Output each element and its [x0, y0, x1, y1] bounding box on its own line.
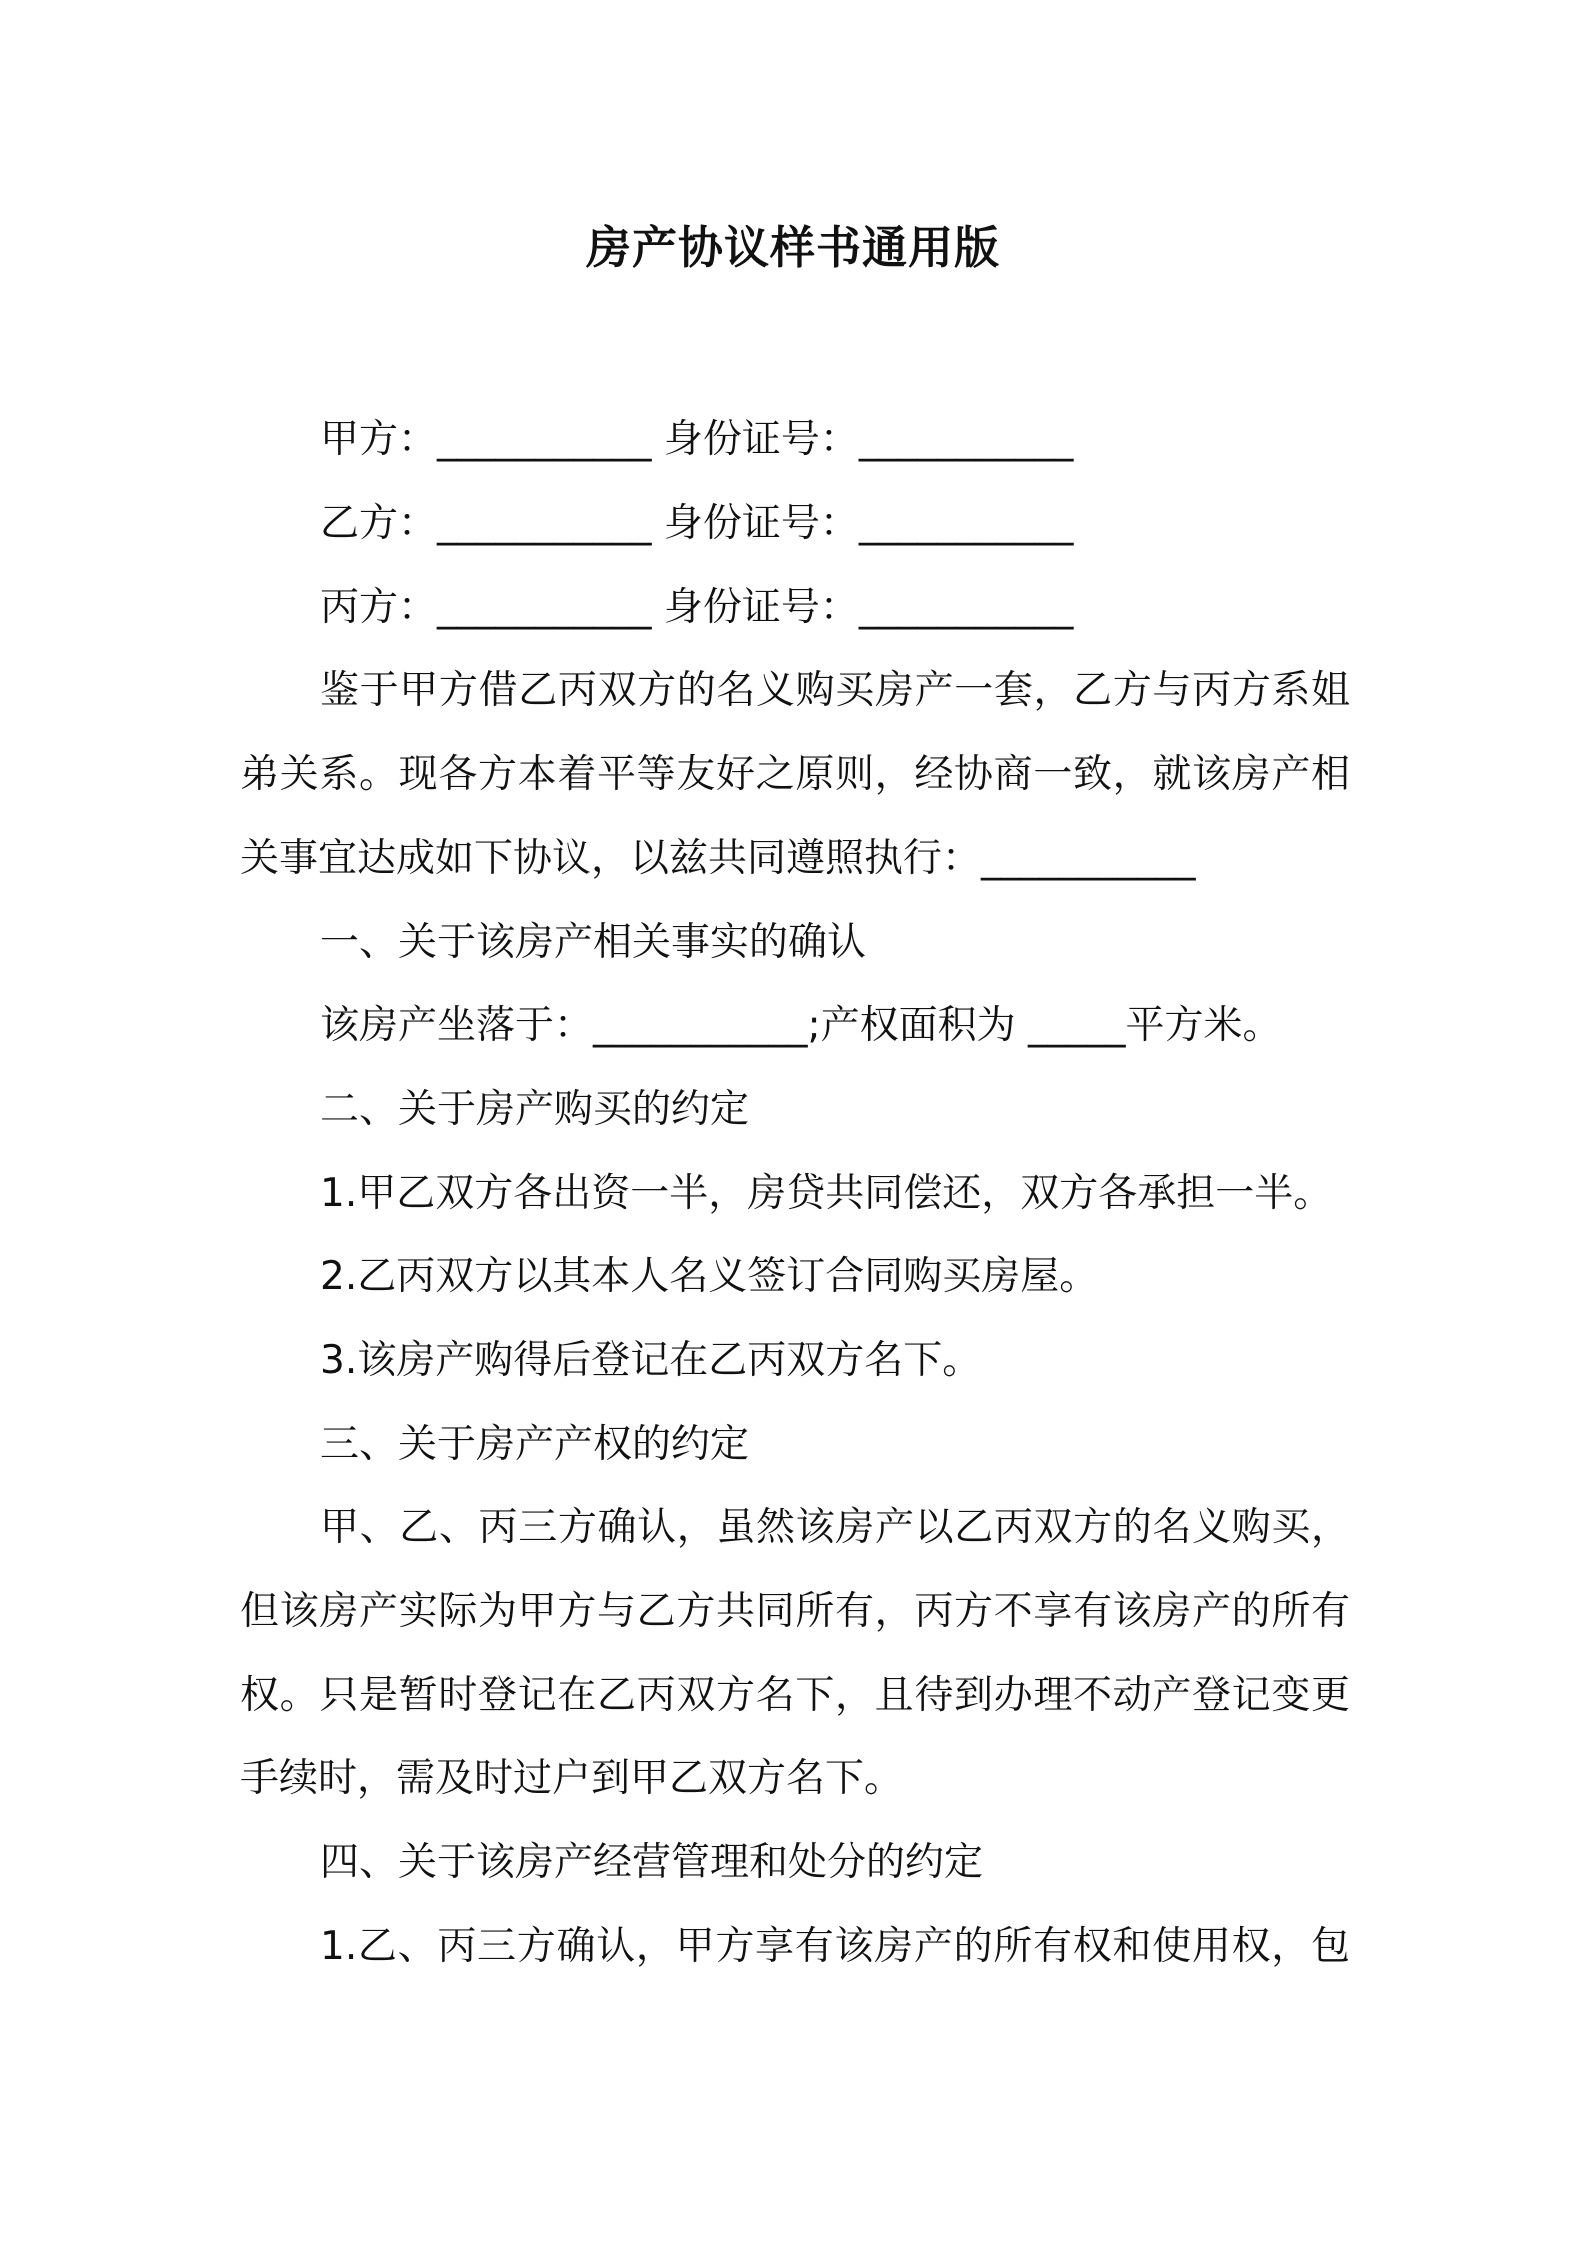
- purchase-clause-2: 2.乙丙双方以其本人名义签订合同购买房屋。: [320, 1254, 1099, 1299]
- preamble-line-2: 弟关系。现各方本着平等友好之原则，经协商一致，就该房产相: [240, 752, 1350, 797]
- ownership-line-4: 手续时，需及时过户到甲乙双方名下。: [240, 1756, 904, 1801]
- section-1-heading: 一、关于该房产相关事实的确认: [320, 920, 867, 965]
- ownership-line-1: 甲、乙、丙三方确认，虽然该房产以乙丙双方的名义购买，: [320, 1505, 1350, 1550]
- purchase-clause-3: 3.该房产购得后登记在乙丙双方名下。: [320, 1338, 982, 1383]
- purchase-clause-1: 1.甲乙双方各出资一半，房贷共同偿还，双方各承担一半。: [320, 1171, 1333, 1216]
- party-b-line: 乙方：___________ 身份证号：___________: [320, 501, 1074, 546]
- document-title: 房产协议样书通用版: [585, 221, 1000, 274]
- section-3-heading: 三、关于房产产权的约定: [320, 1422, 750, 1467]
- ownership-line-3: 权。只是暂时登记在乙丙双方名下，且待到办理不动产登记变更: [240, 1673, 1350, 1718]
- property-location-line: 该房产坐落于：___________;产权面积为 _____平方米。: [320, 1003, 1282, 1048]
- section-4-heading: 四、关于该房产经营管理和处分的约定: [320, 1840, 984, 1885]
- ownership-line-2: 但该房产实际为甲方与乙方共同所有，丙方不享有该房产的所有: [240, 1589, 1350, 1634]
- section-2-heading: 二、关于房产购买的约定: [320, 1087, 750, 1132]
- preamble-line-1: 鉴于甲方借乙丙双方的名义购买房产一套，乙方与丙方系姐: [320, 668, 1350, 713]
- party-c-line: 丙方：___________ 身份证号：___________: [320, 585, 1074, 630]
- party-a-line: 甲方：___________ 身份证号：___________: [320, 417, 1074, 462]
- management-clause-1: 1.乙、丙三方确认，甲方享有该房产的所有权和使用权，包: [320, 1924, 1350, 1969]
- preamble-line-3: 关事宜达成如下协议，以兹共同遵照执行：___________: [240, 836, 1196, 881]
